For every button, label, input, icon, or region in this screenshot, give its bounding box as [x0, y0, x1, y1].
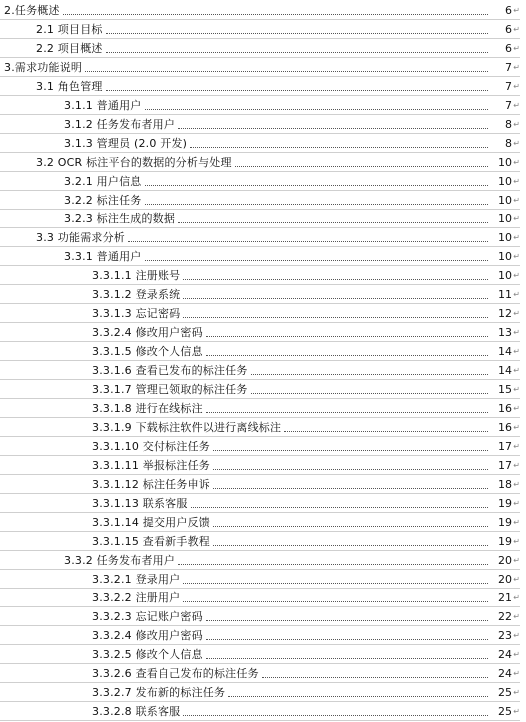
paragraph-mark-icon: ↵ [513, 517, 520, 527]
paragraph-mark-icon: ↵ [513, 688, 520, 698]
toc-leader-dots [206, 639, 488, 640]
toc-entry[interactable] [0, 552, 526, 571]
toc-page-number: 12 [490, 306, 512, 322]
paragraph-mark-icon: ↵ [513, 81, 520, 91]
toc-entry[interactable] [0, 703, 526, 722]
toc-page-number: 13 [490, 325, 512, 341]
toc-leader-dots [213, 450, 488, 451]
paragraph-mark-icon: ↵ [513, 422, 520, 432]
paragraph-mark-icon: ↵ [513, 593, 520, 603]
toc-page-number: 10 [490, 193, 512, 209]
toc-entry-title: 3.需求功能说明 [4, 60, 83, 74]
toc-entry[interactable] [0, 381, 526, 400]
paragraph-mark-icon: ↵ [513, 669, 520, 679]
toc-entry-title: 3.1.2 任务发布者用户 [64, 117, 176, 131]
paragraph-mark-icon: ↵ [513, 252, 520, 262]
toc-entry[interactable] [0, 305, 526, 324]
toc-entry[interactable] [0, 154, 526, 173]
toc-page-number: 25 [490, 704, 512, 720]
toc-leader-dots [206, 336, 488, 337]
toc-entry[interactable] [0, 21, 526, 40]
toc-page-number: 7 [490, 98, 512, 114]
toc-page-number: 8 [490, 117, 512, 133]
toc-entry[interactable] [0, 173, 526, 192]
paragraph-mark-icon: ↵ [513, 290, 520, 300]
toc-entry[interactable] [0, 514, 526, 533]
toc-entry-title: 3.3.2.3 忘记账户密码 [92, 610, 203, 624]
toc-leader-dots [213, 545, 488, 546]
toc-page-number: 24 [490, 666, 512, 682]
toc-leader-dots [183, 317, 488, 318]
toc-entry-title: 3.3.2.8 联系客服 [92, 705, 181, 719]
toc-page-number: 15 [490, 382, 512, 398]
paragraph-mark-icon: ↵ [513, 6, 520, 15]
toc-page-number: 14 [490, 344, 512, 360]
toc-entry-title: 2.2 项目概述 [36, 41, 103, 55]
paragraph-mark-icon: ↵ [513, 707, 520, 717]
toc-entry[interactable] [0, 192, 526, 211]
toc-entry-title: 3.3.1.1 注册账号 [92, 269, 181, 283]
paragraph-mark-icon: ↵ [513, 157, 520, 167]
toc-page-number: 10 [490, 174, 512, 190]
paragraph-mark-icon: ↵ [513, 347, 520, 357]
paragraph-mark-icon: ↵ [513, 441, 520, 451]
toc-entry-title: 3.3.2.5 修改个人信息 [92, 648, 203, 662]
toc-entry[interactable] [0, 533, 526, 552]
toc-entry-title: 3.3 功能需求分析 [36, 231, 125, 245]
toc-entry-title: 3.1.3 管理员 (2.0 开发) [64, 136, 188, 150]
toc-leader-dots [183, 279, 488, 280]
toc-page-number: 17 [490, 458, 512, 474]
toc-leader-dots [183, 601, 488, 602]
toc-entry[interactable] [0, 248, 526, 267]
toc-page-number: 16 [490, 420, 512, 436]
toc-page-number: 18 [490, 477, 512, 493]
paragraph-mark-icon: ↵ [513, 233, 520, 243]
toc-page-number: 24 [490, 647, 512, 663]
toc-entry[interactable] [0, 324, 526, 343]
toc-leader-dots [213, 526, 488, 527]
paragraph-mark-icon: ↵ [513, 24, 520, 34]
toc-leader-dots [183, 583, 488, 584]
toc-entry-title: 3.1.1 普通用户 [64, 98, 142, 112]
toc-entry[interactable] [0, 343, 526, 362]
toc-entry-title: 3.3.1.7 管理已领取的标注任务 [92, 383, 248, 396]
paragraph-mark-icon: ↵ [513, 650, 520, 660]
toc-page-number: 16 [490, 401, 512, 417]
paragraph-mark-icon: ↵ [513, 100, 520, 110]
toc-entry-title: 3.3.1.8 进行在线标注 [92, 401, 203, 415]
toc-page-number: 20 [490, 572, 512, 588]
toc-leader-dots [206, 355, 488, 356]
toc-entry[interactable] [0, 400, 526, 419]
toc-entry-title: 3.2.2 标注任务 [64, 193, 142, 207]
paragraph-mark-icon: ↵ [513, 612, 520, 622]
toc-entry[interactable] [0, 571, 526, 590]
toc-entry[interactable] [0, 627, 526, 646]
toc-page-number: 6 [490, 22, 512, 38]
toc-leader-dots [191, 507, 488, 508]
toc-leader-dots [106, 33, 488, 34]
toc-entry-title: 3.2.3 标注生成的数据 [64, 212, 176, 226]
paragraph-mark-icon: ↵ [513, 403, 520, 413]
toc-leader-dots [145, 260, 488, 261]
toc-page-number: 10 [490, 230, 512, 246]
toc-entry-title: 3.3.2 任务发布者用户 [64, 553, 176, 567]
toc-entry[interactable] [0, 229, 526, 248]
toc-entry-title: 3.3.1.11 举报标注任务 [92, 458, 210, 472]
paragraph-mark-icon: ↵ [513, 460, 520, 470]
toc-entry-title: 3.3.1.13 联系客服 [92, 496, 188, 510]
toc-entry[interactable] [0, 608, 526, 627]
toc-entry[interactable] [0, 457, 526, 476]
paragraph-mark-icon: ↵ [513, 271, 520, 281]
toc-leader-dots [262, 677, 488, 678]
paragraph-mark-icon: ↵ [513, 479, 520, 489]
toc-entry-title: 3.3.1 普通用户 [64, 250, 142, 264]
toc-leader-dots [213, 469, 488, 470]
toc-entry-title: 2.任务概述 [4, 4, 60, 17]
toc-entry[interactable] [0, 646, 526, 665]
paragraph-mark-icon: ↵ [513, 62, 520, 72]
toc-page-number: 19 [490, 496, 512, 512]
toc-leader-dots [63, 14, 488, 15]
toc-page-number: 19 [490, 534, 512, 550]
toc-leader-dots [213, 488, 488, 489]
paragraph-mark-icon: ↵ [513, 309, 520, 319]
toc-entry-title: 3.3.2.4 修改用户密码 [92, 629, 203, 643]
paragraph-mark-icon: ↵ [513, 214, 520, 224]
toc-entry-title: 3.3.1.9 下载标注软件以进行离线标注 [92, 420, 282, 434]
toc-entry[interactable] [0, 59, 526, 78]
toc-entry[interactable] [0, 286, 526, 305]
toc-leader-dots [145, 185, 488, 186]
toc-leader-dots [106, 90, 488, 91]
toc-entry[interactable] [0, 476, 526, 495]
toc-entry-title: 3.2.1 用户信息 [64, 174, 142, 188]
paragraph-mark-icon: ↵ [513, 138, 520, 148]
paragraph-mark-icon: ↵ [513, 574, 520, 584]
toc-entry[interactable] [0, 438, 526, 457]
toc-entry[interactable] [0, 116, 526, 135]
toc-entry[interactable] [0, 495, 526, 514]
toc-entry-title: 2.1 项目目标 [36, 22, 103, 36]
toc-entry[interactable] [0, 665, 526, 684]
toc-entry[interactable] [0, 2, 526, 21]
toc-leader-dots [235, 166, 488, 167]
toc-leader-dots [183, 715, 488, 716]
toc-leader-dots [145, 204, 488, 205]
toc-entry-title: 3.3.1.15 查看新手教程 [92, 534, 210, 548]
toc-page-number: 22 [490, 609, 512, 625]
toc-entry[interactable] [0, 419, 526, 438]
toc-page-number: 20 [490, 553, 512, 569]
toc-page-number: 6 [490, 41, 512, 57]
paragraph-mark-icon: ↵ [513, 555, 520, 565]
toc-entry[interactable] [0, 267, 526, 286]
toc-page-number: 23 [490, 628, 512, 644]
toc-entry-title: 3.3.2.2 注册用户 [92, 591, 181, 605]
toc-page-number: 8 [490, 136, 512, 152]
toc-leader-dots [128, 241, 488, 242]
toc-page-number: 10 [490, 249, 512, 265]
paragraph-mark-icon: ↵ [513, 176, 520, 186]
toc-leader-dots [206, 620, 488, 621]
paragraph-mark-icon: ↵ [513, 43, 520, 53]
paragraph-mark-icon: ↵ [513, 536, 520, 546]
toc-page-number: 21 [490, 590, 512, 606]
toc-leader-dots [183, 298, 488, 299]
toc-leader-dots [106, 52, 488, 53]
toc-entry-title: 3.3.1.2 登录系统 [92, 288, 181, 302]
toc-leader-dots [190, 147, 488, 148]
toc-leader-dots [206, 658, 488, 659]
toc-leader-dots [178, 222, 488, 223]
toc-entry-title: 3.3.2.7 发布新的标注任务 [92, 686, 226, 700]
toc-entry[interactable] [0, 589, 526, 608]
toc-entry[interactable] [0, 684, 526, 703]
toc-entry[interactable] [0, 40, 526, 59]
toc-entry-title: 3.3.1.12 标注任务申诉 [92, 477, 210, 491]
toc-page-number: 11 [490, 287, 512, 303]
toc-page-number: 14 [490, 363, 512, 379]
toc-page-number: 6 [490, 3, 512, 19]
toc-leader-dots [251, 374, 488, 375]
paragraph-mark-icon: ↵ [513, 195, 520, 205]
paragraph-mark-icon: ↵ [513, 385, 520, 394]
toc-leader-dots [178, 564, 488, 565]
toc-entry[interactable] [0, 210, 526, 229]
toc-page-number: 10 [490, 211, 512, 227]
toc-entry-title: 3.3.1.5 修改个人信息 [92, 345, 203, 359]
toc-entry-title: 3.3.1.3 忘记密码 [92, 307, 181, 321]
toc-entry-title: 3.2 OCR 标注平台的数据的分析与处理 [36, 155, 232, 169]
paragraph-mark-icon: ↵ [513, 631, 520, 641]
toc-entry[interactable] [0, 362, 526, 381]
toc-leader-dots [145, 109, 488, 110]
toc-page-number: 10 [490, 268, 512, 284]
toc-page-number: 7 [490, 60, 512, 76]
toc-leader-dots [228, 696, 488, 697]
toc-page-number: 7 [490, 79, 512, 95]
toc-leader-dots [206, 412, 488, 413]
toc-page-number: 19 [490, 515, 512, 531]
paragraph-mark-icon: ↵ [513, 498, 520, 508]
toc-page-number: 17 [490, 439, 512, 455]
toc-page-number: 25 [490, 685, 512, 701]
toc-entry-title: 3.3.1.14 提交用户反馈 [92, 515, 210, 529]
toc-leader-dots [284, 431, 488, 432]
toc-entry[interactable] [0, 135, 526, 154]
toc-entry-title: 3.3.1.10 交付标注任务 [92, 439, 210, 453]
paragraph-mark-icon: ↵ [513, 328, 520, 338]
toc-entry[interactable] [0, 78, 526, 97]
toc-leader-dots [251, 393, 488, 394]
toc-entry-title: 3.3.2.4 修改用户密码 [92, 326, 203, 340]
toc-entry-title: 3.3.2.1 登录用户 [92, 572, 181, 586]
toc-entry[interactable] [0, 97, 526, 116]
paragraph-mark-icon: ↵ [513, 119, 520, 129]
toc-page-number: 10 [490, 155, 512, 171]
toc-leader-dots [85, 71, 488, 72]
toc-entry-title: 3.3.2.6 查看自己发布的标注任务 [92, 667, 259, 681]
toc-entry-title: 3.1 角色管理 [36, 79, 103, 93]
paragraph-mark-icon: ↵ [513, 366, 520, 376]
toc-leader-dots [178, 128, 488, 129]
toc-entry-title: 3.3.1.6 查看已发布的标注任务 [92, 364, 248, 378]
